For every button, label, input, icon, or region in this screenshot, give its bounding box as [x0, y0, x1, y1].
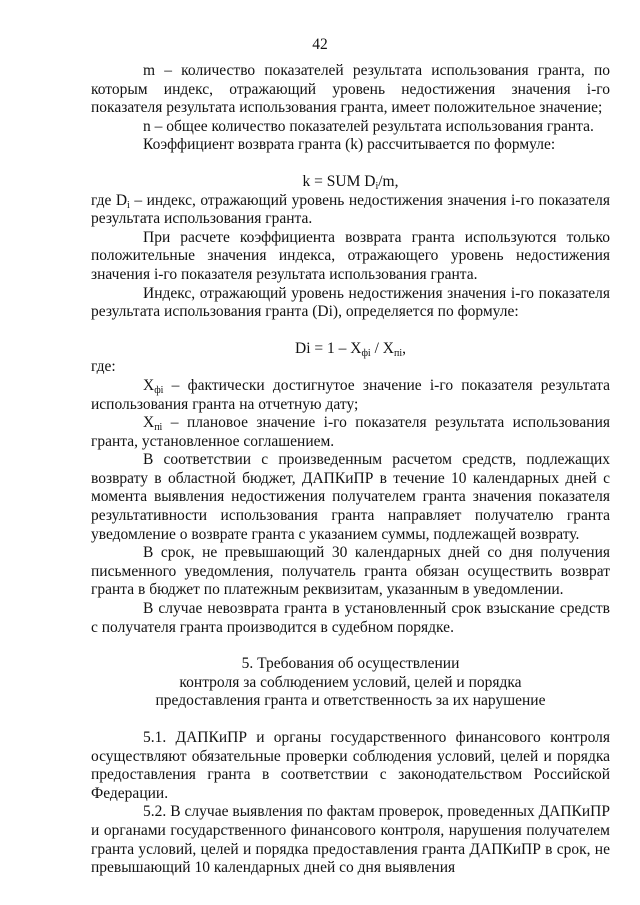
page-number: 42 — [312, 36, 328, 53]
section-heading-line2: контроля за соблюдением условий, целей и порядка — [179, 673, 522, 691]
paragraph-where: где: — [91, 358, 116, 376]
formula-di: $Di = 1 - X_{фi} / X_{пi}$, — [295, 339, 406, 359]
paragraph-di-intro: Индекс, отражающий уровень недостижения значения i-го показателя результата использования гранта (Di), определяется по формуле: — [91, 284, 610, 321]
section-heading-line1: 5. Требования об осуществлении — [241, 655, 460, 673]
paragraph-m-definition: m – количество показателей результата использования гранта, по которым индекс, отражающий уровень недостижения значения i-го показателя результата использования гранта, имеет положительное значение; — [91, 62, 610, 117]
paragraph-5-1: 5.1. ДАПКиПР и органы государственного финансового контроля осуществляют обязательные проверки соблюдения условий, целей и порядка предоставления гранта в соответствии с законодательством Российской Федерации. — [91, 729, 610, 802]
paragraph-court-recovery: В случае невозврата гранта в установленный срок взыскание средств с получателя гранта производится в судебном порядке. — [91, 600, 610, 636]
paragraph-x-fact: $X_{фi}$ – фактически достигнутое значение i-го показателя результата использования гранта на отчетную дату; — [91, 376, 610, 413]
paragraph-di-definition: где $D_i$ – индекс, отражающий уровень недостижения значения i-го показателя результата использования гранта. — [91, 191, 611, 228]
paragraph-return-deadline: В срок, не превышающий 30 календарных дней со дня получения письменного уведомления, получатель гранта обязан осуществить возврат гранта в бюджет по платежным реквизитам, указанным в уведомлении. — [91, 544, 610, 599]
paragraph-x-plan: $X_{пi}$ – плановое значение i-го показателя результата использования гранта, установленное соглашением. — [91, 414, 610, 450]
section-heading-line3: предоставления гранта и ответственность за их нарушение — [155, 692, 546, 710]
formula-k: k = SUM $D_i/m$, — [302, 172, 399, 192]
paragraph-positive-values: При расчете коэффициента возврата гранта используются только положительные значения индекса, отражающего уровень недостижения значения i-го показателя результата использования гранта. — [91, 228, 610, 283]
paragraph-return-notice: В соответствии с произведенным расчетом средств, подлежащих возврату в областной бюджет, ДАПКиПР в течение 10 календарных дней с момента выявления недостижения получателем гранта значения показателя результативности использования гранта направляет получателю гранта уведомление о возврате гранта с указанием суммы, подлежащей возврату. — [91, 451, 610, 543]
paragraph-n-definition: n – общее количество показателей результата использования гранта. — [143, 117, 594, 135]
paragraph-5-2: 5.2. В случае выявления по фактам проверок, проведенных ДАПКиПР и органами государственного финансового контроля, нарушения получателем гранта условий, целей и порядка предоставления гранта ДАПКиПР в срок, не превышающий 10 календарных дней со дня выявления — [91, 803, 610, 877]
document-body — [91, 62, 610, 878]
paragraph-k-intro: Коэффициент возврата гранта (k) рассчитывается по формуле: — [143, 136, 556, 154]
